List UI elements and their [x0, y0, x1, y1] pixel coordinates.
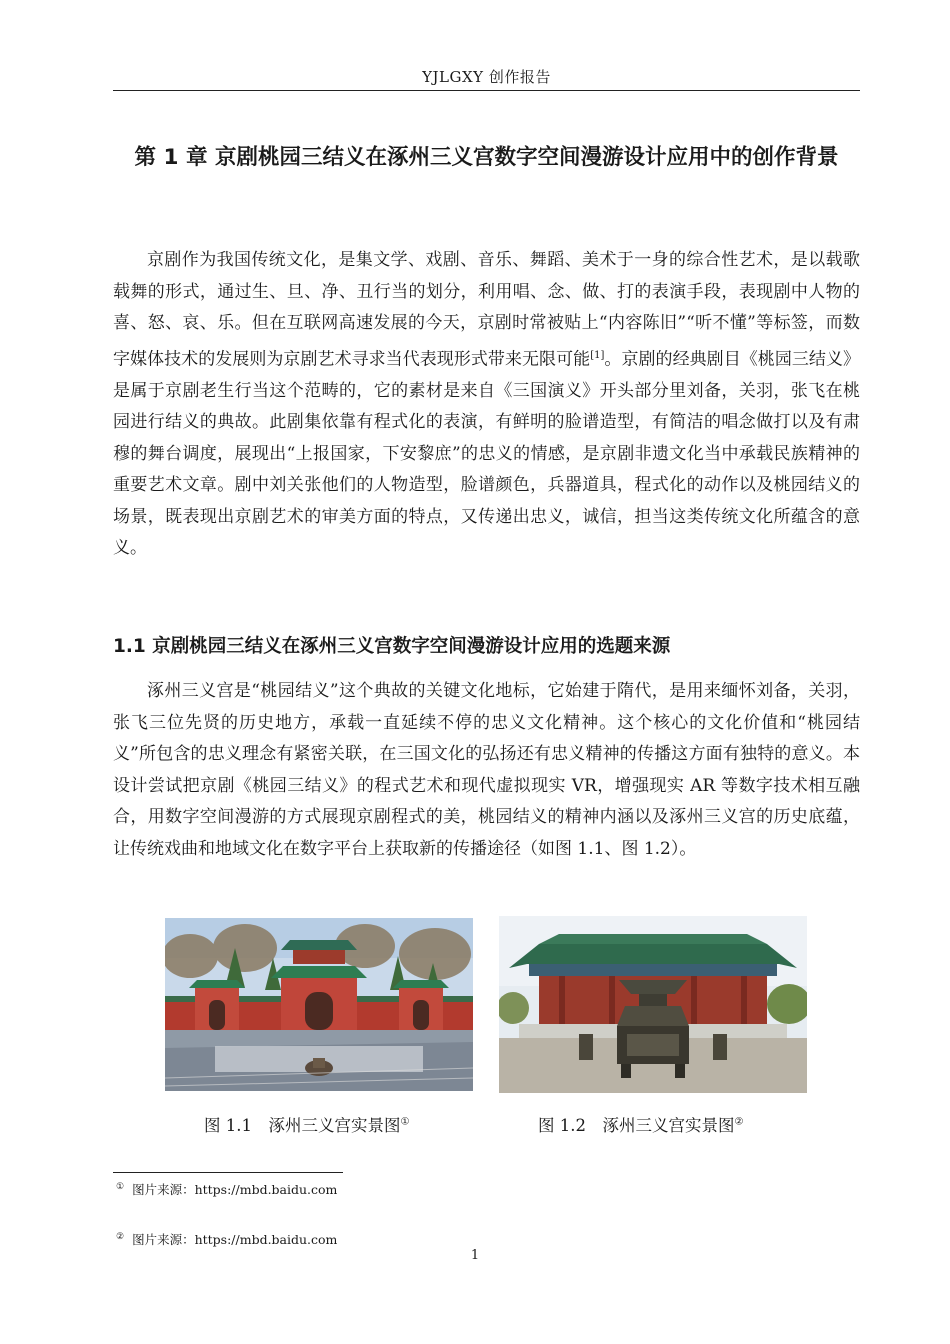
section-title: 1.1 京剧桃园三结义在涿州三义宫数字空间漫游设计应用的选题来源	[113, 636, 671, 657]
footnote-1-mark: ①	[116, 1181, 125, 1192]
paragraph-topic-source: 涿州三义宫是“桃园结义”这个典故的关键文化地标，它始建于隋代，是用来缅怀刘备，关羽，张飞三位先贤的历史地方，承载一直延续不停的忠义文化精神。这个核心的文化价值和“桃园结义”所包含的忠义理念有紧密关联，在三国文化的弘扬还有忠义精神的传播这方面有独特的意义。本设计尝试把京剧《桃园三结义》的程式艺术和现代虚拟现实 VR，增强现实 AR 等数字技术相互融合，用数字空间漫游的方式展现京剧程式的美，桃园结义的精神内涵以及涿州三义宫的历史底蕴，让传统戏曲和地域文化在数字平台上获取新的传播途径（如图 1.1、图 1.2）。	[113, 681, 860, 859]
figure-1-1-caption	[204, 1112, 409, 1136]
figure-1-2-caption-text: 图 1.2 涿州三义宫实景图	[538, 1116, 735, 1135]
footnote-rule	[113, 1172, 343, 1173]
chapter-title: 第 1 章 京剧桃园三结义在涿州三义宫数字空间漫游设计应用中的创作背景	[134, 145, 839, 170]
paragraph-intro-text-b: 。京剧的经典剧目《桃园三结义》是属于京剧老生行当这个范畴的，它的素材是来自《三国演义》开头部分里刘备，关羽，张飞在桃园进行结义的典故。此剧集依靠有程式化的表演，有鲜明的脸谱造型，有简洁的唱念做打以及有肃穆的舞台调度，展现出“上报国家，下安黎庶”的忠义的情感，是京剧非遗文化当中承载民族精神的重要艺术文章。剧中刘关张他们的人物造型，脸谱颜色，兵器道具，程式化的动作以及桃园结义的场景，既表现出京剧艺术的审美方面的特点，又传递出忠义，诚信，担当这类传统文化所蕴含的意义。	[113, 349, 861, 559]
footnote-1	[116, 1180, 337, 1198]
citation-ref: [1]	[590, 349, 605, 361]
footnote-1-text: 图片来源：https://mbd.baidu.com	[132, 1182, 338, 1197]
footnote-marker-1: ①	[400, 1116, 410, 1128]
figure-1-2-caption	[538, 1112, 743, 1136]
page-number: 1	[470, 1248, 480, 1263]
figure-1-1-caption-text: 图 1.1 涿州三义宫实景图	[204, 1116, 401, 1135]
paragraph-intro-text-a: 京剧作为我国传统文化，是集文学、戏剧、音乐、舞蹈、美术于一身的综合性艺术，是以载歌载舞的形式，通过生、旦、净、丑行当的划分，利用唱、念、做、打的表演手段，表现剧中人物的喜、怒、哀、乐。但在互联网高速发展的今天，京剧时常被贴上“内容陈旧”“听不懂”等标签，而数字媒体技术的发展则为京剧艺术寻求当代表现形式带来无限可能	[113, 250, 860, 370]
footnote-marker-2: ②	[734, 1116, 744, 1128]
footnote-2-text: 图片来源：https://mbd.baidu.com	[132, 1232, 338, 1247]
figure-1-1-photo	[165, 918, 473, 1091]
footnote-2	[116, 1230, 337, 1248]
figure-1-2-photo	[499, 916, 807, 1093]
running-header: YJLGXY 创作报告	[422, 68, 551, 86]
header-rule	[113, 90, 860, 91]
footnote-2-mark: ②	[116, 1231, 125, 1242]
paragraph-intro	[113, 245, 860, 565]
